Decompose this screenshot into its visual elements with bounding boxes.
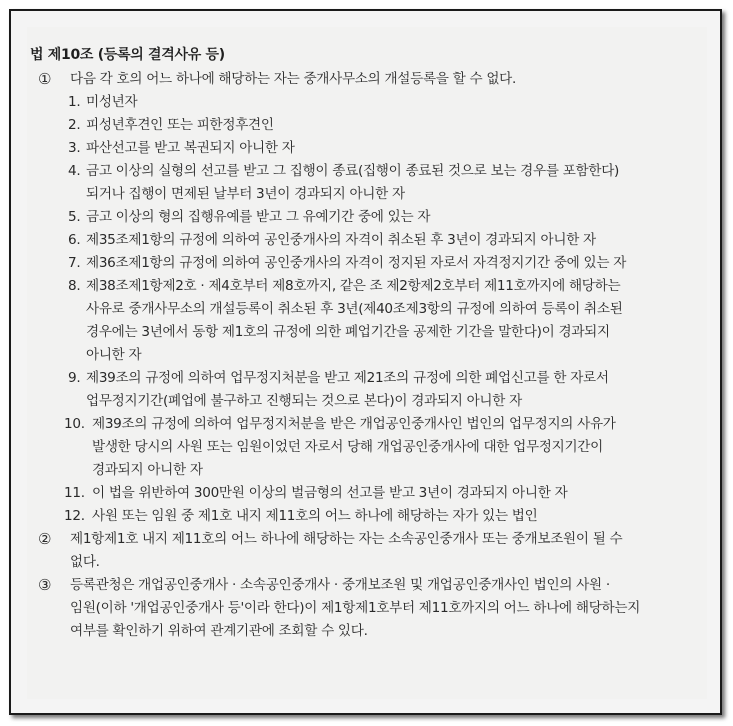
paragraph-2 xyxy=(30,528,702,574)
paragraph-text: 다음 각 호의 어느 하나에 해당하는 자는 중개사무소의 개설등록을 할 수 없다. xyxy=(70,71,517,87)
item-number: 1. xyxy=(68,94,81,110)
item-text: 이 법을 위반하여 300만원 이상의 벌금형의 선고를 받고 3년이 경과되지 아니한 자 xyxy=(92,485,568,501)
item-text: 파산선고를 받고 복권되지 아니한 자 xyxy=(86,140,295,156)
list-item xyxy=(30,275,702,367)
item-text: 경과되지 아니한 자 xyxy=(92,462,203,478)
paragraph-marker: ② xyxy=(38,530,52,548)
item-text: 금고 이상의 실형의 선고를 받고 그 집행이 종료(집행이 종료된 것으로 보는 경우를 포함한다) xyxy=(86,163,620,179)
item-text: 제39조의 규정에 의하여 업무정지처분을 받은 개업공인중개사인 법인의 업무정지의 사유가 xyxy=(92,416,616,432)
item-text: 금고 이상의 형의 집행유예를 받고 그 유예기간 중에 있는 자 xyxy=(86,209,431,225)
list-item xyxy=(30,91,702,114)
item-number: 7. xyxy=(68,255,81,271)
list-item xyxy=(30,114,702,137)
item-text: 아니한 자 xyxy=(86,347,142,363)
item-number: 9. xyxy=(68,370,81,386)
item-text: 되거나 집행이 면제된 날부터 3년이 경과되지 아니한 자 xyxy=(86,186,405,202)
item-number: 10. xyxy=(64,416,85,432)
item-text: 제38조제1항제2호 · 제4호부터 제8호까지, 같은 조 제2항제2호부터 제11호까지에 해당하는 xyxy=(86,278,621,294)
list-item xyxy=(30,367,702,413)
paragraph-marker: ① xyxy=(38,70,52,88)
list-item xyxy=(30,482,702,505)
item-number: 2. xyxy=(68,117,81,133)
item-number: 5. xyxy=(68,209,81,225)
paragraph-marker: ③ xyxy=(38,576,52,594)
list-item xyxy=(30,206,702,229)
paragraph-text: 제1항제1호 내지 제11호의 어느 하나에 해당하는 자는 소속공인중개사 또는 중개보조원이 될 수 xyxy=(70,531,623,547)
paragraph-text: 없다. xyxy=(70,554,100,570)
item-number: 6. xyxy=(68,232,81,248)
item-number: 4. xyxy=(68,163,81,179)
list-item xyxy=(30,252,702,275)
item-text: 사유로 중개사무소의 개설등록이 취소된 후 3년(제40조제3항의 규정에 의하여 등록이 취소된 xyxy=(86,301,623,317)
item-text: 미성년자 xyxy=(86,94,138,110)
item-text: 업무정지기간(폐업에 불구하고 진행되는 것으로 본다)이 경과되지 아니한 자 xyxy=(86,393,522,409)
law-article xyxy=(30,42,702,643)
paragraph-3 xyxy=(30,574,702,643)
list-item xyxy=(30,413,702,482)
list-item xyxy=(30,137,702,160)
item-number: 12. xyxy=(64,508,85,524)
item-number: 11. xyxy=(64,485,85,501)
paragraph-1 xyxy=(30,68,702,91)
item-text: 사원 또는 임원 중 제1호 내지 제11호의 어느 하나에 해당하는 자가 있는 법인 xyxy=(92,508,538,524)
item-text: 발생한 당시의 사원 또는 임원이었던 자로서 당해 개업공인중개사에 대한 업무정지기간이 xyxy=(92,439,603,455)
list-item xyxy=(30,505,702,528)
item-text: 경우에는 3년에서 동항 제1호의 규정에 의한 폐업기간을 공제한 기간을 말한다)이 경과되지 xyxy=(86,324,610,340)
paragraph-text: 여부를 확인하기 위하여 관계기관에 조회할 수 있다. xyxy=(70,623,368,639)
list-item xyxy=(30,160,702,206)
paragraph-text: 임원(이하 '개업공인중개사 등'이라 한다)이 제1항제1호부터 제11호까지의 어느 하나에 해당하는지 xyxy=(70,600,641,616)
item-number: 8. xyxy=(68,278,81,294)
list-item xyxy=(30,229,702,252)
item-text: 제39조의 규정에 의하여 업무정지처분을 받고 제21조의 규정에 의한 폐업신고를 한 자로서 xyxy=(86,370,609,386)
item-text: 피성년후견인 또는 피한정후견인 xyxy=(86,117,274,133)
item-text: 제35조제1항의 규정에 의하여 공인중개사의 자격이 취소된 후 3년이 경과되지 아니한 자 xyxy=(86,232,596,248)
article-title: 법 제10조 (등록의 결격사유 등) xyxy=(30,47,225,63)
item-text: 제36조제1항의 규정에 의하여 공인중개사의 자격이 정지된 자로서 자격정지기간 중에 있는 자 xyxy=(86,255,627,271)
item-number: 3. xyxy=(68,140,81,156)
paragraph-text: 등록관청은 개업공인중개사 · 소속공인중개사 · 중개보조원 및 개업공인중개사인 법인의 사원 · xyxy=(70,577,610,593)
